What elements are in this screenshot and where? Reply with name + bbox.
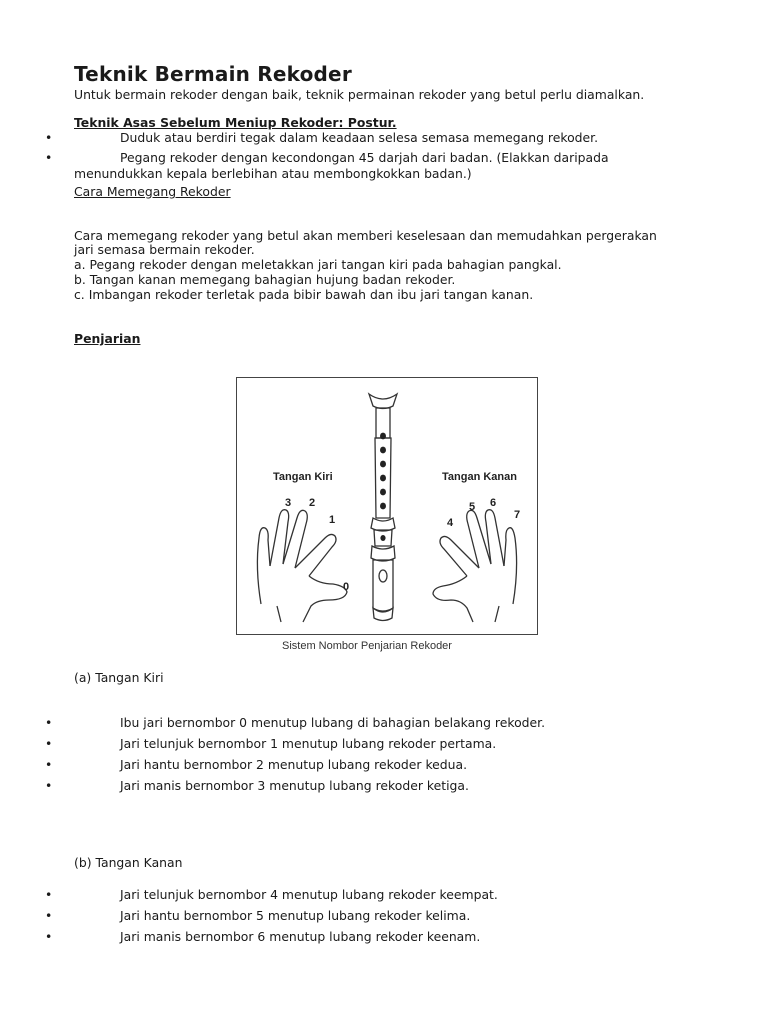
bullet-marker: • — [45, 715, 53, 730]
fingering-figure — [236, 377, 538, 635]
bullet-marker: • — [45, 778, 53, 793]
postur-item-2-cont: menundukkan kepala berlebihan atau membongkokkan badan.) — [74, 166, 472, 181]
bullet-marker: • — [45, 887, 53, 902]
figure-caption: Sistem Nombor Penjarian Rekoder — [282, 640, 452, 652]
cara-para-line-2: jari semasa bermain rekoder. — [74, 242, 255, 257]
cara-item-a: a. Pegang rekoder dengan meletakkan jari tangan kiri pada bahagian pangkal. — [74, 257, 562, 272]
right-hand-drawing — [433, 510, 517, 622]
finger-number-4: 4 — [447, 517, 454, 529]
cara-item-c: c. Imbangan rekoder terletak pada bibir bawah dan ibu jari tangan kanan. — [74, 287, 534, 302]
recorder-hands-illustration — [237, 378, 537, 634]
finger-number-6: 6 — [490, 497, 497, 509]
bullet-marker: • — [45, 736, 53, 751]
recorder-holes — [380, 433, 386, 541]
kanan-item-2: Jari hantu bernombor 5 menutup lubang rekoder kelima. — [120, 908, 471, 923]
postur-heading: Teknik Asas Sebelum Meniup Rekoder: Postur. — [74, 115, 397, 130]
bullet-marker: • — [45, 929, 53, 944]
kanan-item-3: Jari manis bernombor 6 menutup lubang rekoder keenam. — [120, 929, 481, 944]
kiri-item-1: Ibu jari bernombor 0 menutup lubang di bahagian belakang rekoder. — [120, 715, 546, 730]
bullet-marker: • — [45, 757, 53, 772]
kanan-item-1: Jari telunjuk bernombor 4 menutup lubang rekoder keempat. — [120, 887, 498, 902]
kiri-item-3: Jari hantu bernombor 2 menutup lubang rekoder kedua. — [120, 757, 468, 772]
kiri-item-2: Jari telunjuk bernombor 1 menutup lubang rekoder pertama. — [120, 736, 497, 751]
bullet-marker: • — [45, 908, 53, 923]
cara-para-line-1: Cara memegang rekoder yang betul akan memberi keselesaan dan memudahkan pergerakan — [74, 228, 657, 243]
kiri-heading: (a) Tangan Kiri — [74, 670, 164, 685]
cara-item-b: b. Tangan kanan memegang bahagian hujung badan rekoder. — [74, 272, 456, 287]
finger-number-3: 3 — [285, 497, 292, 509]
left-hand-drawing — [257, 510, 350, 622]
bullet-marker: • — [45, 130, 53, 145]
postur-item-1: Duduk atau berdiri tegak dalam keadaan selesa semasa memegang rekoder. — [120, 130, 599, 145]
postur-item-2: Pegang rekoder dengan kecondongan 45 darjah dari badan. (Elakkan daripada — [120, 150, 609, 165]
page-title: Teknik Bermain Rekoder — [74, 62, 352, 86]
finger-number-5: 5 — [469, 501, 476, 513]
right-hand-label: Tangan Kanan — [442, 471, 517, 483]
penjarian-heading: Penjarian — [74, 331, 141, 346]
kanan-heading: (b) Tangan Kanan — [74, 855, 183, 870]
finger-number-0: 0 — [343, 581, 350, 593]
intro-text: Untuk bermain rekoder dengan baik, teknik permainan rekoder yang betul perlu diamalkan. — [74, 87, 645, 102]
finger-number-7: 7 — [514, 509, 521, 521]
bullet-marker: • — [45, 150, 53, 165]
kiri-item-4: Jari manis bernombor 3 menutup lubang rekoder ketiga. — [120, 778, 469, 793]
cara-heading: Cara Memegang Rekoder — [74, 184, 231, 199]
left-hand-label: Tangan Kiri — [273, 471, 333, 483]
finger-number-1: 1 — [329, 514, 336, 526]
finger-number-2: 2 — [309, 497, 316, 509]
